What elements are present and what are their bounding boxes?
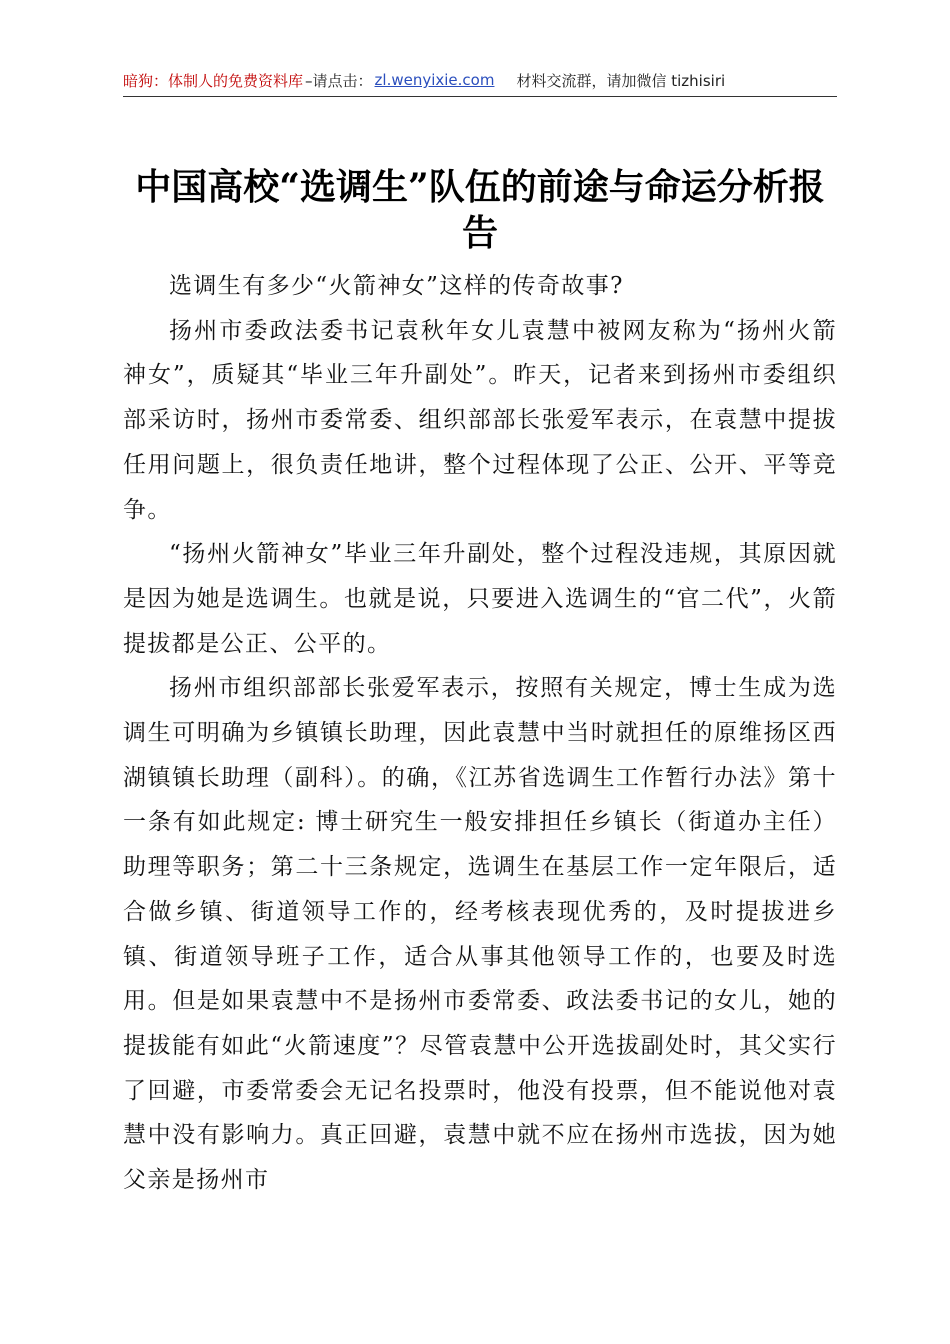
paragraph-3: “扬州火箭神女”毕业三年升副处，整个过程没违规，其原因就是因为她是选调生。也就是说，只要进入选调生的“官二代”，火箭提拔都是公正、公平的。 — [123, 541, 837, 657]
header-link[interactable]: zl.wenyixie.com — [374, 71, 495, 89]
paragraph-4: 扬州市组织部部长张爱军表示，按照有关规定，博士生成为选调生可明确为乡镇镇长助理，因此袁慧中当时就担任的原维扬区西湖镇镇长助理（副科）。的确，《江苏省选调生工作暂行办法》第十一条有如此规定: 博士研究生一般安排担任乡镇长（街道办主任）助理等职务；第二十三条规定，选调生在基层工作一定年限后，适合做乡镇、街道领导工作的，经考核表现优秀的，及时提拔进乡镇、街道领导班子工作，适合从事其他领导工作的，也要及时选用。但是如果袁慧中不是扬州市委常委、政法委书记的女儿，她的提拔能有如此“火箭速度”？尽管袁慧中公开选拔副处时，其父实行了回避，市委常委会无记名投票时，他没有投票，但不能说他对袁慧中没有影响力。真正回避，袁慧中就不应在扬州市选拔，因为她父亲是扬州市 — [123, 675, 837, 1194]
header-wechat-note: 材料交流群，请加微信 tizhisiri — [516, 71, 726, 90]
page-header — [123, 66, 837, 94]
document-body — [123, 264, 837, 1203]
paragraph-1: 选调生有多少“火箭神女”这样的传奇故事? — [169, 273, 624, 299]
title-line-1: 中国高校“选调生”队伍的前途与命运分析报 — [135, 166, 825, 209]
header-click-prompt: –请点击： — [305, 71, 373, 90]
document-title — [110, 164, 850, 256]
title-line-2: 告 — [461, 212, 498, 255]
header-brand: 暗狗：体制人的免费资料库 — [123, 71, 304, 90]
header-divider — [123, 96, 837, 97]
paragraph-2: 扬州市委政法委书记袁秋年女儿袁慧中被网友称为“扬州火箭神女”，质疑其“毕业三年升副处”。昨天，记者来到扬州市委组织部采访时，扬州市委常委、组织部部长张爱军表示，在袁慧中提拔任用问题上，很负责任地讲，整个过程体现了公正、公开、平等竞争。 — [123, 317, 837, 523]
